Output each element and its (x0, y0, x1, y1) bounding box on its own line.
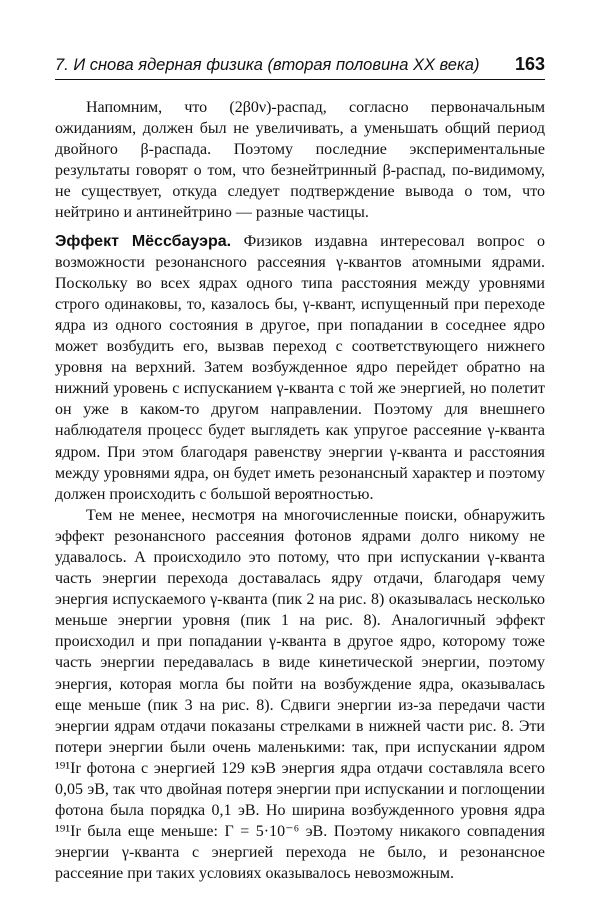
header-rule (55, 79, 545, 80)
page-body (55, 97, 545, 884)
page-number: 163 (514, 54, 545, 74)
paragraph-2-text: Физиков издавна интересовал вопрос о возможности резонансного рассеяния γ-квантов атомными ядрами. Поскольку во всех ядрах одного типа расстояния между уровнями строго одинаковы, то, казалось бы, γ-квант, испущенный при переходе ядра из одного состояния в другое, при попадании в соседнее ядро может возбудить его, вызвав переход с соответствующего нижнего уровня на верхний. Затем возбужденное ядро перейдет обратно на нижний уровень с испусканием γ-кванта с той же энергией, но полетит он уже в каком-то другом направлении. Поэтому для внешнего наблюдателя процесс будет выглядеть как упругое рассеяние γ-кванта ядром. При этом благодаря равенству энергии γ-кванта и расстояния между уровнями ядра, он будет иметь резонансный характер и поэтому должен происходить с большой вероятностью. (55, 232, 546, 503)
paragraph-1: Напомним, что (2β0ν)-распад, согласно первоначальным ожиданиям, должен был не увеличивать, а уменьшать общий период двойного β-распада. Поэтому последние экспериментальные результаты говорят о том, что безнейтринный β-распад, по-видимому, не существует, откуда следует подтверждение вывода о том, что нейтрино и антинейтрино — разные частицы. (55, 99, 545, 222)
running-title: 7. И снова ядерная физика (вторая половина XX века) (55, 56, 480, 74)
section-heading: Эффект Мёссбауэра. (55, 232, 232, 250)
paragraph-3: Тем не менее, несмотря на многочисленные поиски, обнаружить эффект резонансного рассеяния фотонов ядрами долго никому не удавалось. А происходило это потому, что при испускании γ-кванта часть энергии перехода доставалась ядру отдачи, благодаря чему энергия испускаемого γ-кванта (пик 2 на рис. 8) оказывалась несколько меньше энергии уровня (пик 1 на рис. 8). Аналогичный эффект происходил и при попадании γ-кванта в другое ядро, которому тоже часть энергии передавалась в виде кинетической энергии, поэтому энергия, которая могла бы пойти на возбуждение ядра, оказывалась еще меньше (пик 3 на рис. 8). Сдвиги энергии из-за передачи части энергии ядрам отдачи показаны стрелками в нижней части рис. 8. Эти потери энергии были очень маленькими: так, при испускании ядром ¹⁹¹Ir фотона с энергией 129 кэВ энергия ядра отдачи составляла всего 0,05 эВ, так что двойная потеря энергии при испускании и поглощении фотона была порядка 0,1 эВ. Но ширина возбужденного уровня ядра ¹⁹¹Ir была еще меньше: Γ = 5·10⁻⁶ эВ. Поэтому никакого совпадения энергии γ-кванта с энергией перехода не было, и резонансное рассеяние при таких условиях оказывалось невозможным. (55, 506, 545, 883)
paragraph-2 (55, 231, 545, 505)
running-header (55, 54, 545, 75)
